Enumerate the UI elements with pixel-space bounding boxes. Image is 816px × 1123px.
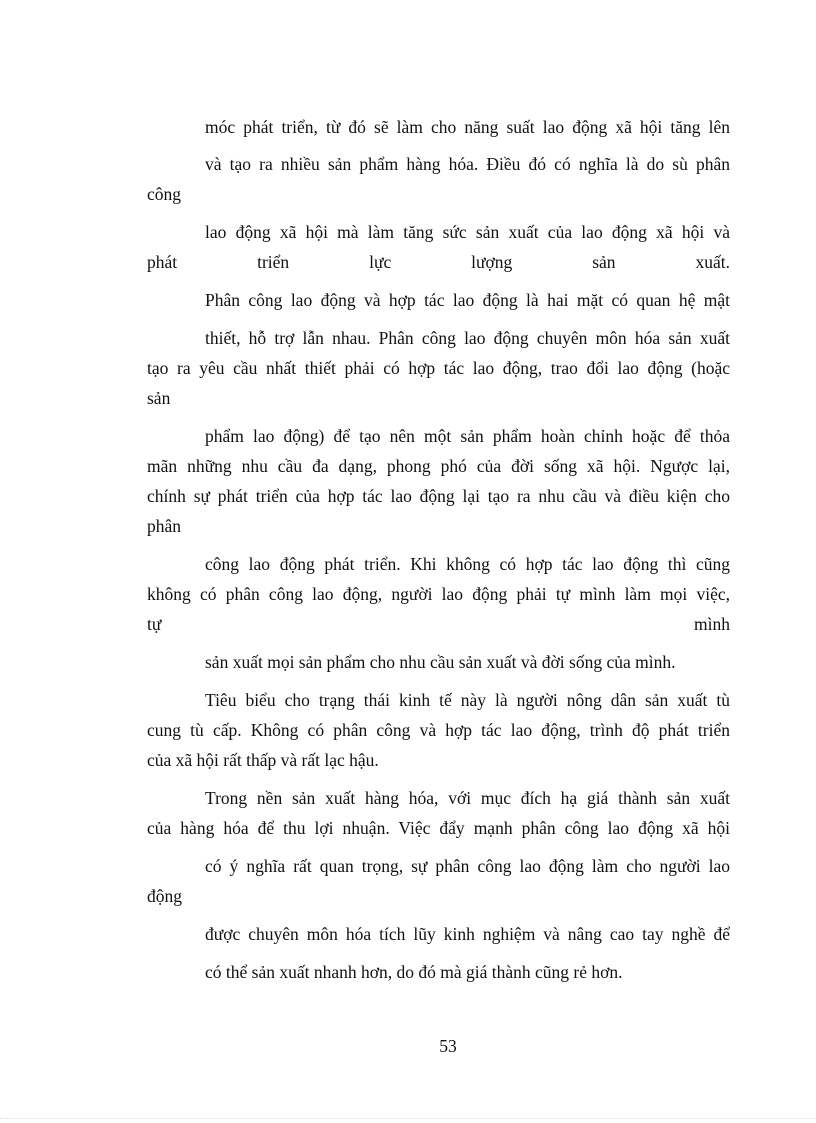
text-line: móc phát triển, từ đó sẽ làm cho năng suất lao động xã hội tăng lên [205,117,730,137]
text-line: Tiêu biểu cho trạng thái kinh tế này là người nông dân sản xuất tù [205,690,730,710]
text-line: động [147,886,182,906]
text-line: có thể sản xuất nhanh hơn, do đó mà giá thành cũng rẻ hơn. [205,962,623,982]
page-bottom-rule [0,1118,816,1119]
text-line: và tạo ra nhiều sản phẩm hàng hóa. Điều đó có nghĩa là do sù phân [205,154,730,174]
text-line: phát triển lực lượng sản xuất. [147,252,730,272]
text-line: sản [147,388,171,408]
text-line: thiết, hỗ trợ lẫn nhau. Phân công lao động chuyên môn hóa sản xuất [205,328,730,348]
text-line: công lao động phát triển. Khi không có hợp tác lao động thì cũng [205,554,730,574]
text-line: lao động xã hội mà làm tăng sức sản xuất của lao động xã hội và [205,222,730,242]
page-number: 53 [439,1036,457,1056]
text-line: được chuyên môn hóa tích lũy kinh nghiệm và nâng cao tay nghề để [205,924,730,944]
text-line: công [147,184,182,204]
text-line: Phân công lao động và hợp tác lao động là hai mặt có quan hệ mật [205,290,730,310]
text-line: phân [147,516,182,536]
text-line: tạo ra yêu cầu nhất thiết phải có hợp tác lao động, trao đổi lao động (hoặc [147,358,730,378]
text-line: không có phân công lao động, người lao động phải tự mình làm mọi việc, [147,584,730,604]
text-line: chính sự phát triển của hợp tác lao động lại tạo ra nhu cầu và điều kiện cho [147,486,730,506]
text-line: của xã hội rất thấp và rất lạc hậu. [147,750,379,770]
text-line: mãn những nhu cầu đa dạng, phong phó của đời sống xã hội. Ngược lại, [147,456,730,476]
text-line: có ý nghĩa rất quan trọng, sự phân công lao động làm cho người lao [205,856,730,876]
text-line: Trong nền sản xuất hàng hóa, với mục đích hạ giá thành sản xuất [205,788,730,808]
text-line: phẩm lao động) để tạo nên một sản phẩm hoàn chỉnh hoặc để thỏa [205,426,730,446]
text-line: sản xuất mọi sản phẩm cho nhu cầu sản xuất và đời sống của mình. [205,652,676,672]
text-line: của hàng hóa để thu lợi nhuận. Việc đẩy mạnh phân công lao động xã hội [147,818,730,838]
text-line: cung tù cấp. Không có phân công và hợp tác lao động, trình độ phát triển [147,720,730,740]
text-line: tự mình [147,614,730,634]
